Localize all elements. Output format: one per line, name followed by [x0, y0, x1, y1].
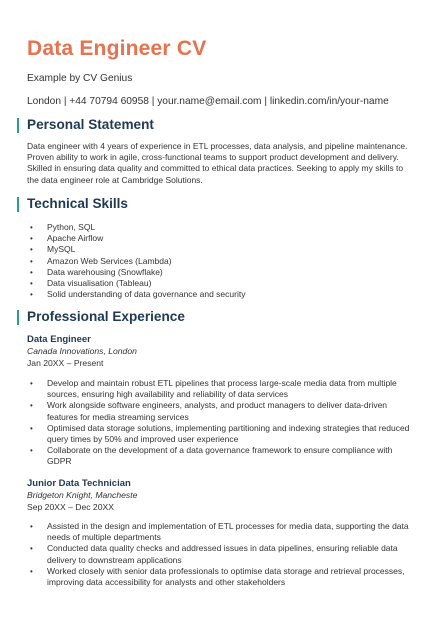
bullet-icon: • — [30, 423, 33, 433]
bullet-icon: • — [30, 267, 33, 277]
bullet-icon: • — [30, 566, 33, 576]
skill-item: • Solid understanding of data governance and security — [30, 289, 246, 300]
section-technical-skills — [17, 196, 128, 212]
personal-statement-text: Data engineer with 4 years of experience in ETL processes, data analysis, and pipeline maintenance. Proven ability to work in agile, cross-functional teams to support product development and delivery. Skilled in ensuring data quality and committed to ethical data practices. Seeking to apply my skills to the data engineer role at Cambridge Solutions. — [27, 141, 408, 185]
bullet-icon: • — [30, 401, 33, 411]
section-title-technical-skills: Technical Skills — [27, 196, 128, 211]
bullet-icon: • — [30, 522, 33, 531]
bullet-icon: • — [30, 379, 33, 388]
job-bullet: • Optimised data storage solutions, implementing partitioning and indexing strategies that reduced query times by 50% and improved user experience — [30, 422, 410, 445]
skill-item: • Data warehousing (Snowflake) — [30, 266, 163, 277]
job-title: Junior Data Technician — [27, 478, 131, 489]
skill-item: • Apache Airflow — [30, 233, 104, 244]
section-personal-statement — [17, 117, 154, 133]
section-title-professional-experience: Professional Experience — [27, 309, 185, 324]
bullet-icon: • — [30, 256, 33, 266]
skill-item: • Python, SQL — [30, 222, 96, 232]
section-title-personal-statement: Personal Statement — [27, 117, 154, 132]
job-bullet: • Conducted data quality checks and addressed issues in data pipelines, ensuring reliable data delivery to downstream applications — [30, 543, 398, 565]
skills-list — [30, 222, 417, 300]
skill-item: • Amazon Web Services (Lambda) — [30, 255, 172, 266]
section-professional-experience — [17, 309, 185, 325]
section-accent-bar — [17, 310, 19, 325]
bullet-icon: • — [30, 279, 33, 289]
job-bullet: • Work alongside software engineers, analysts, and product managers to deliver data-driven features for media streaming services — [30, 400, 388, 422]
job-dates: Sep 20XX – Dec 20XX — [27, 502, 114, 512]
job-bullet: • Develop and maintain robust ETL pipelines that process large-scale media data from multiple sources, ensuring high availability and reliability of data services — [30, 378, 397, 400]
bullet-icon: • — [30, 223, 33, 232]
job-bullet: • Worked closely with senior data professionals to optimise data storage and retrieval processes, improving data accessibility for analysts and other stakeholders — [30, 565, 405, 588]
job-company: Canada Innovations, London — [27, 346, 137, 356]
section-accent-bar — [17, 118, 19, 133]
bullet-icon: • — [30, 544, 33, 554]
job-bullets — [30, 378, 419, 468]
bullet-icon: • — [30, 446, 33, 456]
job-bullets — [30, 521, 419, 588]
section-accent-bar — [17, 197, 19, 212]
bullet-icon: • — [30, 290, 33, 300]
job-bullet: • Assisted in the design and implementation of ETL processes for media data, supporting the data needs of multiple departments — [30, 521, 409, 543]
cv-subtitle: Example by CV Genius — [27, 73, 133, 84]
job-bullet: • Collaborate on the development of a data governance framework to ensure compliance with GDPR — [30, 445, 393, 467]
bullet-icon: • — [30, 234, 33, 244]
job-dates: Jan 20XX – Present — [27, 358, 104, 368]
skill-item: • Data visualisation (Tableau) — [30, 278, 152, 289]
skill-item: • MySQL — [30, 244, 76, 255]
job-company: Bridgeton Knight, Mancheste — [27, 490, 138, 500]
cv-title: Data Engineer CV — [27, 37, 207, 60]
job-title: Data Engineer — [27, 334, 91, 345]
bullet-icon: • — [30, 245, 33, 255]
contact-line: London | +44 70794 60958 | your.name@email.com | linkedin.com/in/your-name — [27, 96, 389, 107]
